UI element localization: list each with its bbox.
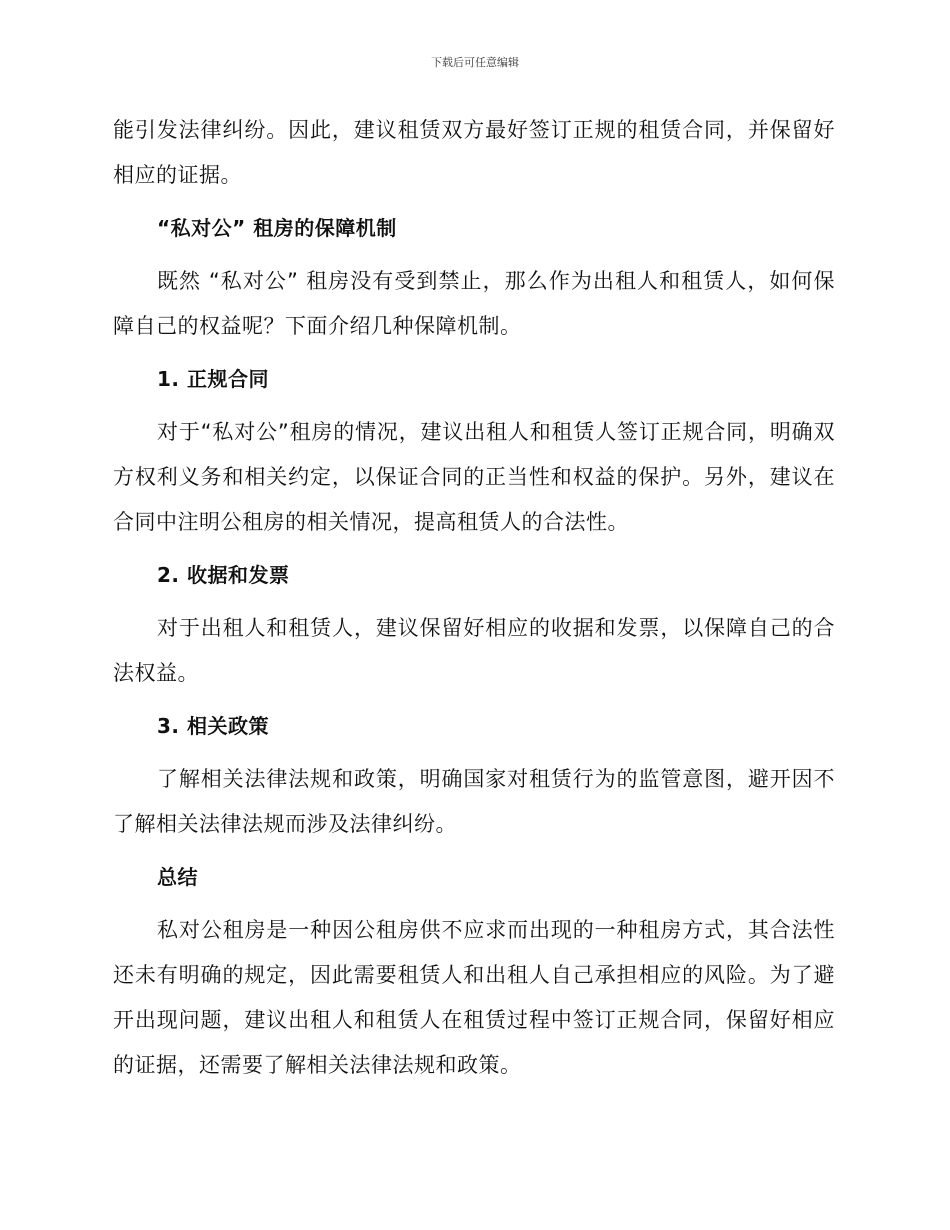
paragraph-formal-contract: 对于“私对公”租房的情况，建议出租人和租赁人签订正规合同，明确双方权利义务和相关约定，以保证合同的正当性和权益的保护。另外，建议在合同中注明公租房的相关情况，提高租赁人的合法性。 bbox=[113, 420, 835, 534]
heading-formal-contract: 1. 正规合同 bbox=[157, 367, 269, 391]
heading-receipts: 2. 收据和发票 bbox=[157, 563, 290, 587]
header-note: 下载后可任意编辑 bbox=[431, 56, 519, 69]
heading-mechanism: “私对公” 租房的保障机制 bbox=[157, 216, 397, 240]
heading-summary: 总结 bbox=[157, 865, 198, 889]
paragraph-policies: 了解相关法律法规和政策，明确国家对租赁行为的监管意图，避开因不了解相关法律法规而涉及法律纠纷。 bbox=[113, 767, 835, 836]
paragraph-summary: 私对公租房是一种因公租房供不应求而出现的一种租房方式，其合法性还未有明确的规定，因此需要租赁人和出租人自己承担相应的风险。为了避开出现问题，建议出租人和租赁人在租赁过程中签订正规合同，保留好相应的证据，还需要了解相关法律法规和政策。 bbox=[113, 918, 835, 1077]
paragraph-intro: 能引发法律纠纷。因此，建议租赁双方最好签订正规的租赁合同，并保留好相应的证据。 bbox=[113, 118, 835, 187]
paragraph-mechanism: 既然 “私对公” 租房没有受到禁止，那么作为出租人和租赁人，如何保障自己的权益呢？下面介绍几种保障机制。 bbox=[113, 269, 835, 338]
heading-policies: 3. 相关政策 bbox=[157, 714, 269, 738]
document-body bbox=[113, 108, 835, 1088]
paragraph-receipts: 对于出租人和租赁人，建议保留好相应的收据和发票，以保障自己的合法权益。 bbox=[113, 616, 835, 685]
